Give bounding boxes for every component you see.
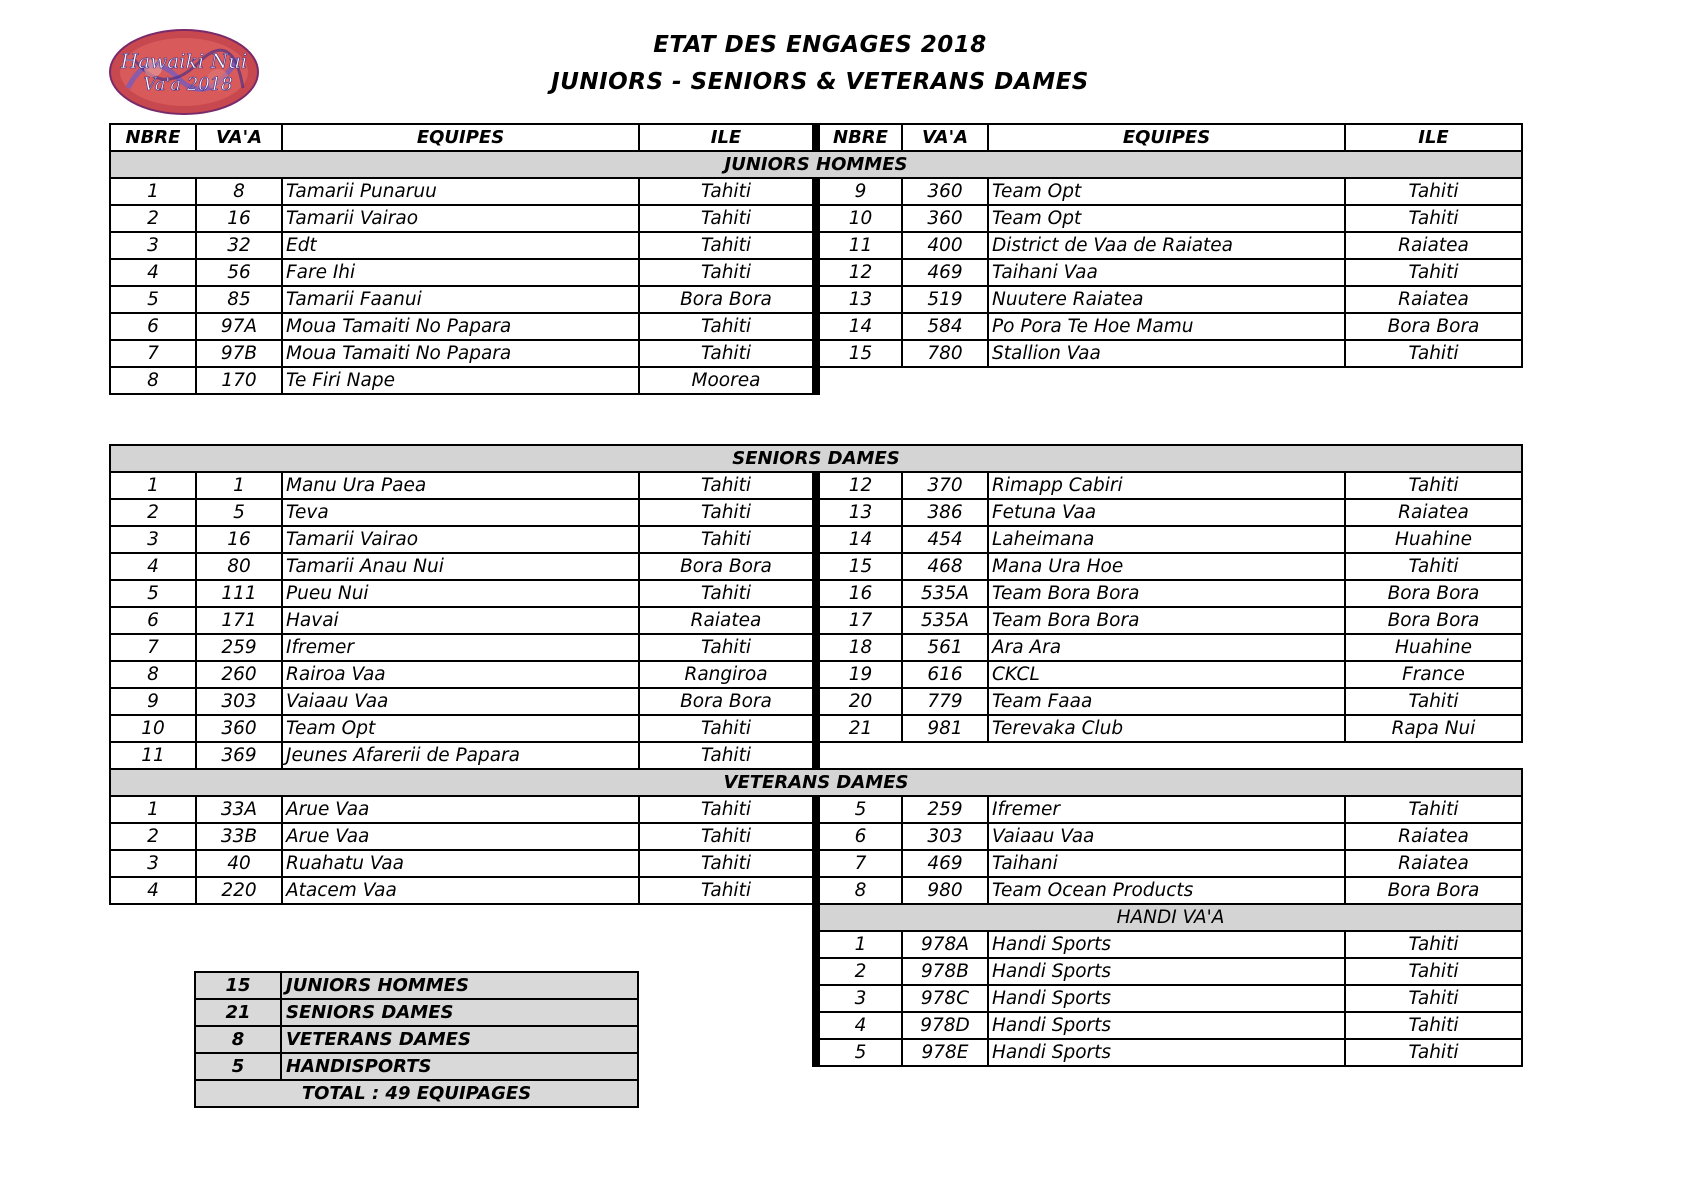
section-header-row (110, 151, 1522, 178)
equipe-cell: Tamarii Faanui (282, 286, 639, 313)
vaa-cell: 259 (902, 796, 988, 823)
table-row (110, 715, 1522, 742)
table-row (110, 205, 1522, 232)
nbre-cell: 4 (110, 553, 196, 580)
empty-cell (110, 931, 816, 958)
nbre-cell: 2 (110, 499, 196, 526)
nbre-cell: 6 (110, 313, 196, 340)
ile-cell: Tahiti (639, 178, 816, 205)
nbre-cell: 1 (110, 796, 196, 823)
nbre-cell: 2 (816, 958, 902, 985)
equipe-cell: Ifremer (282, 634, 639, 661)
equipe-cell: Team Opt (988, 178, 1345, 205)
vaa-cell: 85 (196, 286, 282, 313)
column-header: ILE (1345, 124, 1522, 151)
summary-table (194, 971, 639, 1108)
summary-total-row (195, 1080, 638, 1107)
nbre-cell: 13 (816, 499, 902, 526)
vaa-cell: 779 (902, 688, 988, 715)
vaa-cell: 469 (902, 850, 988, 877)
vaa-cell: 56 (196, 259, 282, 286)
nbre-cell: 12 (816, 259, 902, 286)
svg-text:Va'a 2018: Va'a 2018 (143, 74, 233, 95)
equipe-cell: Tamarii Punaruu (282, 178, 639, 205)
table-row (110, 850, 1522, 877)
equipe-cell: Handi Sports (988, 958, 1345, 985)
equipe-cell: Taihani Vaa (988, 259, 1345, 286)
equipe-cell: Atacem Vaa (282, 877, 639, 904)
table-row (110, 340, 1522, 367)
equipe-cell: Nuutere Raiatea (988, 286, 1345, 313)
vaa-cell: 16 (196, 526, 282, 553)
ile-cell: Tahiti (639, 232, 816, 259)
svg-text:Hawaiki Nui: Hawaiki Nui (120, 49, 248, 73)
vaa-cell: 780 (902, 340, 988, 367)
ile-cell: Bora Bora (1345, 607, 1522, 634)
empty-cell (816, 367, 1522, 394)
equipe-cell: Team Opt (282, 715, 639, 742)
ile-cell: Tahiti (639, 634, 816, 661)
ile-cell: Tahiti (639, 877, 816, 904)
table-row (110, 472, 1522, 499)
ile-cell: Raiatea (1345, 850, 1522, 877)
equipe-cell: Moua Tamaiti No Papara (282, 313, 639, 340)
vaa-cell: 1 (196, 472, 282, 499)
nbre-cell: 3 (110, 526, 196, 553)
nbre-cell: 6 (816, 823, 902, 850)
ile-cell: Raiatea (1345, 286, 1522, 313)
nbre-cell: 20 (816, 688, 902, 715)
nbre-cell: 15 (816, 340, 902, 367)
vaa-cell: 171 (196, 607, 282, 634)
equipe-cell: Manu Ura Paea (282, 472, 639, 499)
equipe-cell: Team Bora Bora (988, 580, 1345, 607)
section-title: JUNIORS HOMMES (110, 151, 1522, 178)
ile-cell: Tahiti (1345, 1012, 1522, 1039)
nbre-cell: 3 (110, 850, 196, 877)
ile-cell: Tahiti (1345, 259, 1522, 286)
vaa-cell: 8 (196, 178, 282, 205)
equipe-cell: Rairoa Vaa (282, 661, 639, 688)
nbre-cell: 15 (816, 553, 902, 580)
page-title: ETAT DES ENGAGES 2018 (653, 32, 987, 58)
table-row (110, 259, 1522, 286)
column-header: NBRE (816, 124, 902, 151)
ile-cell: Tahiti (639, 850, 816, 877)
nbre-cell: 5 (816, 796, 902, 823)
nbre-cell: 18 (816, 634, 902, 661)
ile-cell: Tahiti (639, 715, 816, 742)
empty-cell (816, 742, 1522, 769)
vaa-cell: 170 (196, 367, 282, 394)
equipe-cell: Team Opt (988, 205, 1345, 232)
nbre-cell: 4 (816, 1012, 902, 1039)
ile-cell: Bora Bora (1345, 580, 1522, 607)
ile-cell: Tahiti (639, 313, 816, 340)
equipe-cell: Team Ocean Products (988, 877, 1345, 904)
summary-row (195, 1053, 638, 1080)
vaa-cell: 16 (196, 205, 282, 232)
vaa-cell: 97B (196, 340, 282, 367)
table-row (110, 823, 1522, 850)
ile-cell: Huahine (1345, 526, 1522, 553)
ile-cell: Tahiti (639, 340, 816, 367)
ile-cell: Rapa Nui (1345, 715, 1522, 742)
equipe-cell: Ruahatu Vaa (282, 850, 639, 877)
vaa-cell: 386 (902, 499, 988, 526)
column-header: ILE (639, 124, 816, 151)
vaa-cell: 584 (902, 313, 988, 340)
vaa-cell: 33B (196, 823, 282, 850)
vaa-cell: 980 (902, 877, 988, 904)
nbre-cell: 10 (110, 715, 196, 742)
table-row (110, 178, 1522, 205)
vaa-cell: 360 (196, 715, 282, 742)
ile-cell: Tahiti (639, 796, 816, 823)
nbre-cell: 12 (816, 472, 902, 499)
vaa-cell: 97A (196, 313, 282, 340)
ile-cell: Tahiti (639, 472, 816, 499)
empty-cell (110, 904, 816, 931)
summary-label: VETERANS DAMES (281, 1026, 638, 1053)
ile-cell: Tahiti (639, 259, 816, 286)
ile-cell: Tahiti (1345, 340, 1522, 367)
vaa-cell: 369 (196, 742, 282, 769)
equipe-cell: Handi Sports (988, 1039, 1345, 1066)
vaa-cell: 535A (902, 580, 988, 607)
vaa-cell: 303 (902, 823, 988, 850)
ile-cell: Bora Bora (639, 286, 816, 313)
equipe-cell: Fare Ihi (282, 259, 639, 286)
vaa-cell: 468 (902, 553, 988, 580)
equipe-cell: CKCL (988, 661, 1345, 688)
summary-row (195, 1026, 638, 1053)
handi-section-row (110, 904, 1522, 931)
section-title: VETERANS DAMES (110, 769, 1522, 796)
page-subtitle: JUNIORS - SENIORS & VETERANS DAMES (551, 69, 1089, 95)
nbre-cell: 5 (816, 1039, 902, 1066)
nbre-cell: 2 (110, 205, 196, 232)
equipe-cell: Handi Sports (988, 985, 1345, 1012)
vaa-cell: 978C (902, 985, 988, 1012)
table-row (110, 607, 1522, 634)
equipe-cell: Team Bora Bora (988, 607, 1345, 634)
ile-cell: Tahiti (639, 205, 816, 232)
nbre-cell: 9 (816, 178, 902, 205)
equipe-cell: Stallion Vaa (988, 340, 1345, 367)
vaa-cell: 220 (196, 877, 282, 904)
table-row (110, 931, 1522, 958)
vaa-cell: 978E (902, 1039, 988, 1066)
equipe-cell: Po Pora Te Hoe Mamu (988, 313, 1345, 340)
ile-cell: Tahiti (639, 742, 816, 769)
table-row (110, 742, 1522, 769)
table-row (110, 232, 1522, 259)
equipe-cell: Laheimana (988, 526, 1345, 553)
equipe-cell: Terevaka Club (988, 715, 1345, 742)
vaa-cell: 33A (196, 796, 282, 823)
juniors-hommes-table (109, 123, 1523, 395)
vaa-cell: 259 (196, 634, 282, 661)
nbre-cell: 1 (110, 472, 196, 499)
nbre-cell: 7 (110, 340, 196, 367)
ile-cell: Tahiti (1345, 796, 1522, 823)
nbre-cell: 4 (110, 877, 196, 904)
vaa-cell: 561 (902, 634, 988, 661)
ile-cell: Tahiti (639, 823, 816, 850)
equipe-cell: Pueu Nui (282, 580, 639, 607)
nbre-cell: 11 (110, 742, 196, 769)
nbre-cell: 5 (110, 580, 196, 607)
equipe-cell: District de Vaa de Raiatea (988, 232, 1345, 259)
nbre-cell: 5 (110, 286, 196, 313)
vaa-cell: 454 (902, 526, 988, 553)
ile-cell: Bora Bora (639, 553, 816, 580)
summary-count: 5 (195, 1053, 281, 1080)
equipe-cell: Ara Ara (988, 634, 1345, 661)
vaa-cell: 978B (902, 958, 988, 985)
vaa-cell: 400 (902, 232, 988, 259)
table-row (110, 367, 1522, 394)
vaa-cell: 370 (902, 472, 988, 499)
ile-cell: Tahiti (639, 526, 816, 553)
ile-cell: Raiatea (1345, 499, 1522, 526)
nbre-cell: 17 (816, 607, 902, 634)
nbre-cell: 8 (816, 877, 902, 904)
nbre-cell: 2 (110, 823, 196, 850)
nbre-cell: 19 (816, 661, 902, 688)
equipe-cell: Te Firi Nape (282, 367, 639, 394)
equipe-cell: Edt (282, 232, 639, 259)
equipe-cell: Teva (282, 499, 639, 526)
nbre-cell: 10 (816, 205, 902, 232)
ile-cell: Tahiti (1345, 472, 1522, 499)
equipe-cell: Tamarii Anau Nui (282, 553, 639, 580)
equipe-cell: Tamarii Vairao (282, 205, 639, 232)
equipe-cell: Havai (282, 607, 639, 634)
column-header: EQUIPES (282, 124, 639, 151)
vaa-cell: 111 (196, 580, 282, 607)
ile-cell: Tahiti (1345, 205, 1522, 232)
nbre-cell: 8 (110, 367, 196, 394)
summary-label: HANDISPORTS (281, 1053, 638, 1080)
ile-cell: Tahiti (1345, 958, 1522, 985)
equipe-cell: Vaiaau Vaa (988, 823, 1345, 850)
nbre-cell: 16 (816, 580, 902, 607)
ile-cell: Raiatea (639, 607, 816, 634)
ile-cell: Huahine (1345, 634, 1522, 661)
ile-cell: France (1345, 661, 1522, 688)
ile-cell: Rangiroa (639, 661, 816, 688)
vaa-cell: 978D (902, 1012, 988, 1039)
vaa-cell: 469 (902, 259, 988, 286)
table-row (110, 526, 1522, 553)
summary-label: SENIORS DAMES (281, 999, 638, 1026)
summary-total: TOTAL : 49 EQUIPAGES (195, 1080, 638, 1107)
ile-cell: Raiatea (1345, 823, 1522, 850)
table-row (110, 796, 1522, 823)
table-row (110, 634, 1522, 661)
section-title: SENIORS DAMES (110, 445, 1522, 472)
vaa-cell: 360 (902, 205, 988, 232)
column-header: VA'A (196, 124, 282, 151)
vaa-cell: 40 (196, 850, 282, 877)
equipe-cell: Tamarii Vairao (282, 526, 639, 553)
nbre-cell: 1 (816, 931, 902, 958)
ile-cell: Bora Bora (639, 688, 816, 715)
vaa-cell: 978A (902, 931, 988, 958)
vaa-cell: 32 (196, 232, 282, 259)
vaa-cell: 360 (902, 178, 988, 205)
column-header: NBRE (110, 124, 196, 151)
nbre-cell: 1 (110, 178, 196, 205)
summary-label: JUNIORS HOMMES (281, 972, 638, 999)
ile-cell: Tahiti (1345, 931, 1522, 958)
table-row (110, 877, 1522, 904)
summary-count: 15 (195, 972, 281, 999)
equipe-cell: Vaiaau Vaa (282, 688, 639, 715)
ile-cell: Tahiti (639, 499, 816, 526)
table-row (110, 313, 1522, 340)
equipe-cell: Arue Vaa (282, 796, 639, 823)
equipe-cell: Taihani (988, 850, 1345, 877)
nbre-cell: 13 (816, 286, 902, 313)
ile-cell: Tahiti (639, 580, 816, 607)
ile-cell: Tahiti (1345, 688, 1522, 715)
vaa-cell: 981 (902, 715, 988, 742)
vaa-cell: 303 (196, 688, 282, 715)
summary-row (195, 972, 638, 999)
table-row (110, 580, 1522, 607)
nbre-cell: 6 (110, 607, 196, 634)
summary-count: 21 (195, 999, 281, 1026)
nbre-cell: 11 (816, 232, 902, 259)
nbre-cell: 21 (816, 715, 902, 742)
equipe-cell: Fetuna Vaa (988, 499, 1345, 526)
ile-cell: Tahiti (1345, 985, 1522, 1012)
ile-cell: Tahiti (1345, 178, 1522, 205)
vaa-cell: 80 (196, 553, 282, 580)
summary-row (195, 999, 638, 1026)
section-title: HANDI VA'A (816, 904, 1522, 931)
nbre-cell: 9 (110, 688, 196, 715)
equipe-cell: Handi Sports (988, 1012, 1345, 1039)
ile-cell: Moorea (639, 367, 816, 394)
nbre-cell: 3 (816, 985, 902, 1012)
equipe-cell: Ifremer (988, 796, 1345, 823)
nbre-cell: 7 (110, 634, 196, 661)
ile-cell: Tahiti (1345, 1039, 1522, 1066)
column-header: EQUIPES (988, 124, 1345, 151)
nbre-cell: 3 (110, 232, 196, 259)
equipe-cell: Jeunes Afarerii de Papara (282, 742, 639, 769)
table-row (110, 688, 1522, 715)
column-header-row (110, 124, 1522, 151)
nbre-cell: 4 (110, 259, 196, 286)
table-row (110, 661, 1522, 688)
vaa-cell: 535A (902, 607, 988, 634)
equipe-cell: Rimapp Cabiri (988, 472, 1345, 499)
table-row (110, 286, 1522, 313)
ile-cell: Tahiti (1345, 553, 1522, 580)
nbre-cell: 14 (816, 526, 902, 553)
vaa-cell: 519 (902, 286, 988, 313)
ile-cell: Bora Bora (1345, 313, 1522, 340)
vaa-cell: 260 (196, 661, 282, 688)
table-row (110, 553, 1522, 580)
column-header: VA'A (902, 124, 988, 151)
section-header-row (110, 769, 1522, 796)
equipe-cell: Team Faaa (988, 688, 1345, 715)
equipe-cell: Mana Ura Hoe (988, 553, 1345, 580)
vaa-cell: 5 (196, 499, 282, 526)
ile-cell: Raiatea (1345, 232, 1522, 259)
vaa-cell: 616 (902, 661, 988, 688)
section-header-row (110, 445, 1522, 472)
nbre-cell: 7 (816, 850, 902, 877)
table-row (110, 499, 1522, 526)
equipe-cell: Arue Vaa (282, 823, 639, 850)
equipe-cell: Moua Tamaiti No Papara (282, 340, 639, 367)
nbre-cell: 8 (110, 661, 196, 688)
summary-count: 8 (195, 1026, 281, 1053)
nbre-cell: 14 (816, 313, 902, 340)
ile-cell: Bora Bora (1345, 877, 1522, 904)
equipe-cell: Handi Sports (988, 931, 1345, 958)
